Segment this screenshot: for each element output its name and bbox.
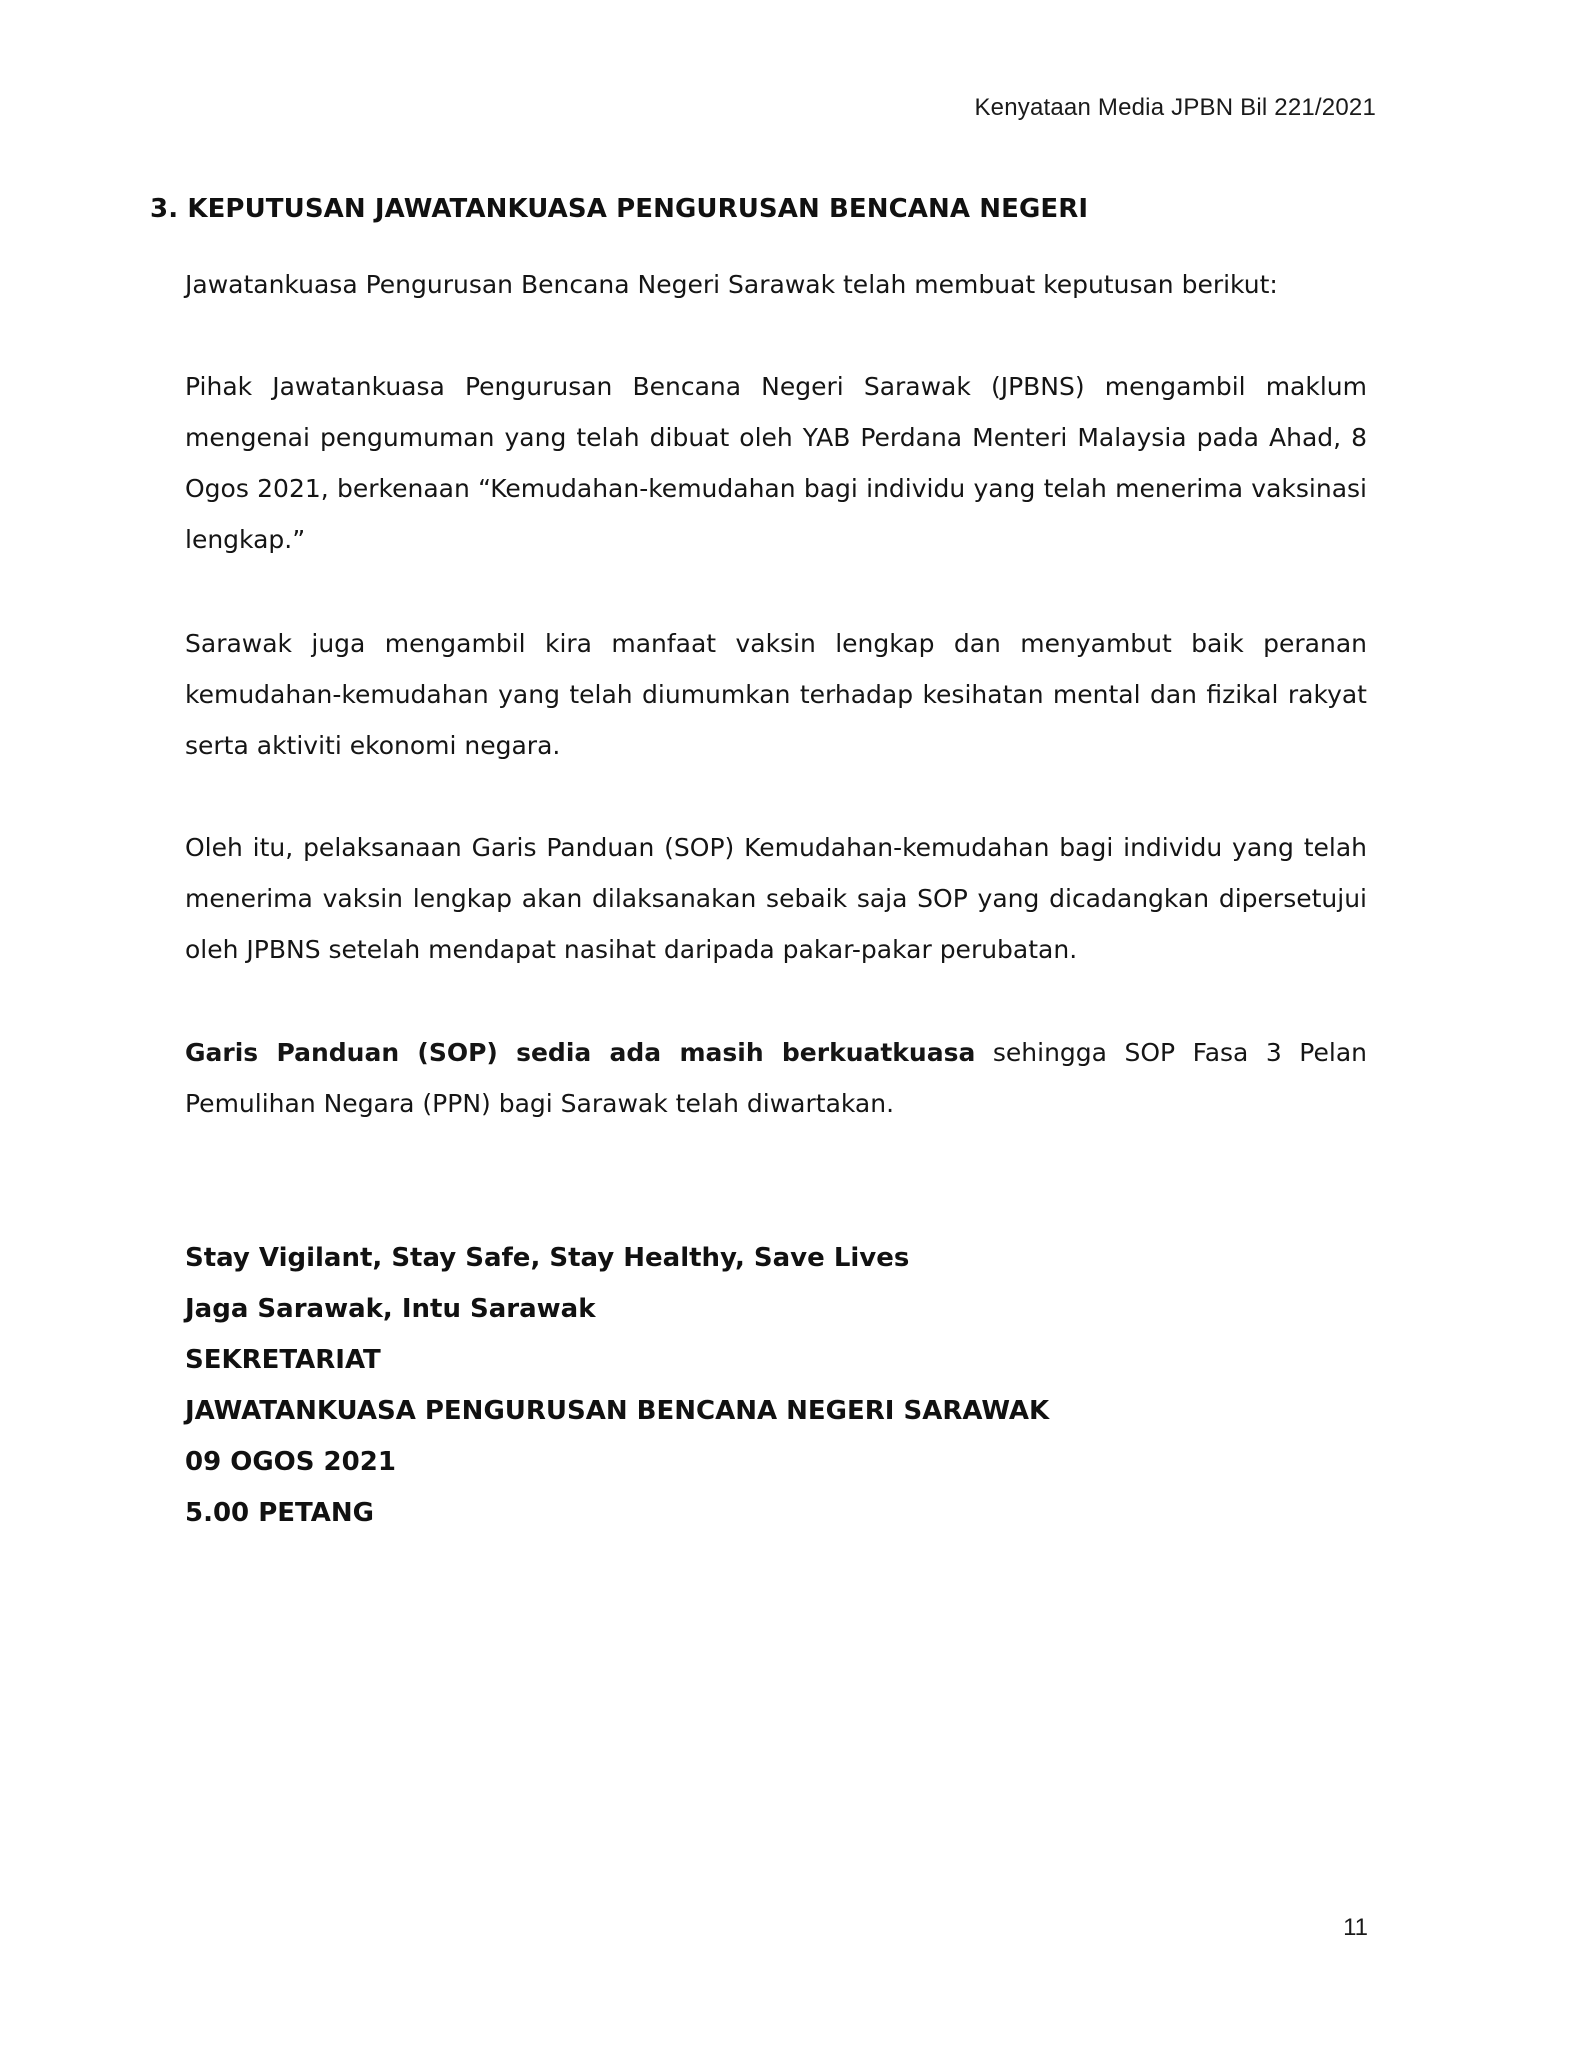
paragraph-jpbns-notice: Pihak Jawatankuasa Pengurusan Bencana Negeri Sarawak (JPBNS) mengambil maklum mengenai pengumuman yang telah dibuat oleh YAB Perdana Menteri Malaysia pada Ahad, 8 Ogos 2021, berkenaan “Kemudahan-kemudahan bagi individu yang telah menerima vaksinasi lengkap.”	[185, 372, 1367, 554]
document-reference: Kenyataan Media JPBN Bil 221/2021	[974, 94, 1376, 121]
slogan-stay-vigilant: Stay Vigilant, Stay Safe, Stay Healthy, Save Lives	[185, 1243, 910, 1273]
section-heading: 3. KEPUTUSAN JAWATANKUASA PENGURUSAN BENCANA NEGERI	[150, 194, 1089, 224]
statement-time: 5.00 PETANG	[185, 1498, 374, 1528]
slogan-jaga-sarawak: Jaga Sarawak, Intu Sarawak	[185, 1294, 596, 1324]
closing-signature-block	[185, 1233, 1049, 1539]
committee-name: JAWATANKUASA PENGURUSAN BENCANA NEGERI SARAWAK	[185, 1396, 1050, 1426]
sop-in-force-emphasis: Garis Panduan (SOP) sedia ada masih berkuatkuasa	[185, 1038, 976, 1067]
page-number: 11	[1343, 1914, 1368, 1941]
intro-paragraph: Jawatankuasa Pengurusan Bencana Negeri Sarawak telah membuat keputusan berikut:	[185, 270, 1278, 299]
sop-in-force-rest: sehingga SOP Fasa 3 Pelan Pemulihan Negara (PPN) bagi Sarawak telah diwartakan.	[185, 1038, 1367, 1118]
paragraph-sop-implementation: Oleh itu, pelaksanaan Garis Panduan (SOP) Kemudahan-kemudahan bagi individu yang telah menerima vaksin lengkap akan dilaksanakan sebaik saja SOP yang dicadangkan dipersetujui oleh JPBNS setelah mendapat nasihat daripada pakar-pakar perubatan.	[185, 833, 1367, 964]
secretariat-label: SEKRETARIAT	[185, 1345, 381, 1375]
paragraph-sop-still-in-force	[185, 1027, 1367, 1129]
paragraph-vaccine-benefits: Sarawak juga mengambil kira manfaat vaksin lengkap dan menyambut baik peranan kemudahan-kemudahan yang telah diumumkan terhadap kesihatan mental dan fizikal rakyat serta aktiviti ekonomi negara.	[185, 629, 1367, 760]
statement-date: 09 OGOS 2021	[185, 1447, 396, 1477]
